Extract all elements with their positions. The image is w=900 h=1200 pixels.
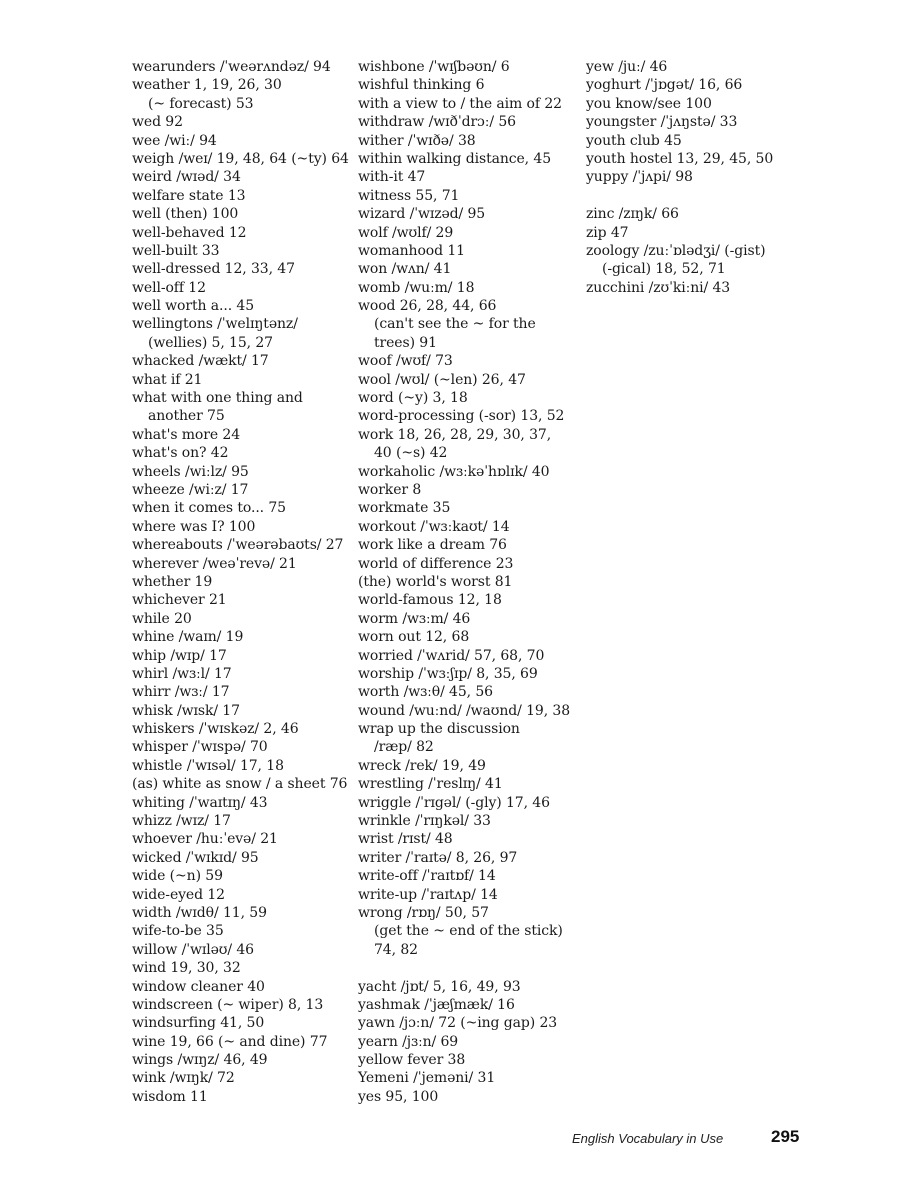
index-entry: woof /wʊf/ 73 [358, 353, 453, 370]
index-entry: whistle /ˈwɪsəl/ 17, 18 [132, 757, 284, 774]
index-entry: worm /wɜːm/ 46 [358, 610, 471, 627]
index-entry: writer /ˈraɪtə/ 8, 26, 97 [358, 849, 518, 866]
index-entry: whichever 21 [132, 592, 227, 609]
index-entry: wizard /ˈwɪzəd/ 95 [358, 206, 486, 223]
index-column-3 [586, 58, 786, 297]
index-entry: with-it 47 [358, 169, 426, 186]
index-entry: wed 92 [132, 114, 183, 131]
index-entry-continuation: 40 (~s) 42 [374, 445, 448, 462]
index-entry: wolf /wʊlf/ 29 [358, 224, 454, 241]
index-entry: where was I? 100 [132, 518, 256, 535]
index-spacer [586, 187, 786, 205]
index-entry: workout /ˈwɜːkaʊt/ 14 [358, 518, 510, 535]
index-entry: whisper /ˈwɪspə/ 70 [132, 739, 268, 756]
index-entry: whiskers /ˈwɪskəz/ 2, 46 [132, 721, 299, 738]
index-entry: welfare state 13 [132, 187, 246, 204]
index-entry: (as) white as snow / a sheet 76 [132, 776, 348, 793]
index-column-2 [358, 58, 583, 1106]
index-entry: windsurfing 41, 50 [132, 1015, 265, 1032]
index-entry-continuation: (-gical) 18, 52, 71 [602, 261, 726, 278]
index-entry: wrap up the discussion [358, 721, 520, 738]
index-entry: world of difference 23 [358, 555, 514, 572]
index-entry: wheeze /wiːz/ 17 [132, 481, 249, 498]
index-entry: you know/see 100 [586, 95, 712, 112]
index-entry-continuation: another 75 [148, 408, 225, 425]
index-entry: whisk /wɪsk/ 17 [132, 702, 240, 719]
index-entry: womb /wuːm/ 18 [358, 279, 475, 296]
index-entry: worth /wɜːθ/ 45, 56 [358, 684, 493, 701]
index-entry: witness 55, 71 [358, 187, 460, 204]
index-spacer [358, 959, 583, 977]
index-entry: word-processing (-sor) 13, 52 [358, 408, 565, 425]
index-entry: work like a dream 76 [358, 537, 507, 554]
index-entry: work 18, 26, 28, 29, 30, 37, [358, 426, 552, 443]
index-entry: (the) world's worst 81 [358, 573, 513, 590]
index-entry: womanhood 11 [358, 242, 465, 259]
index-entry-continuation: /ræp/ 82 [374, 739, 434, 756]
index-entry: yoghurt /ˈjɒgət/ 16, 66 [586, 77, 743, 94]
index-entry: zinc /zɪŋk/ 66 [586, 206, 679, 223]
index-entry-continuation: trees) 91 [374, 334, 437, 351]
index-entry: wreck /rek/ 19, 49 [358, 757, 486, 774]
index-entry: well (then) 100 [132, 206, 239, 223]
index-entry: worried /ˈwʌrid/ 57, 68, 70 [358, 647, 545, 664]
index-entry-continuation: 74, 82 [374, 941, 418, 958]
index-entry: well worth a... 45 [132, 298, 255, 315]
index-entry: yashmak /ˈjæʃmæk/ 16 [358, 996, 515, 1013]
index-entry: wriggle /ˈrɪgəl/ (-gly) 17, 46 [358, 794, 550, 811]
index-entry: zucchini /zʊˈkiːni/ 43 [586, 279, 731, 296]
index-entry: wool /wʊl/ (~len) 26, 47 [358, 371, 526, 388]
index-entry: wherever /weəˈrevə/ 21 [132, 555, 297, 572]
index-entry: window cleaner 40 [132, 978, 265, 995]
index-entry: whoever /huːˈevə/ 21 [132, 831, 278, 848]
index-entry-continuation: (get the ~ end of the stick) [374, 923, 563, 940]
index-entry-continuation: (wellies) 5, 15, 27 [148, 334, 273, 351]
index-column-1 [132, 58, 357, 1106]
footer-book-title: English Vocabulary in Use [572, 1131, 724, 1146]
index-entry: windscreen (~ wiper) 8, 13 [132, 996, 324, 1013]
index-entry: well-built 33 [132, 242, 220, 259]
index-entry: wishbone /ˈwɪʃbəʊn/ 6 [358, 59, 510, 75]
index-entry: whine /waɪn/ 19 [132, 629, 244, 646]
index-entry: yellow fever 38 [358, 1052, 466, 1069]
index-entry: wicked /ˈwɪkɪd/ 95 [132, 849, 259, 866]
index-entry: worker 8 [358, 481, 422, 498]
index-entry: wrist /rɪst/ 48 [358, 831, 453, 848]
index-entry: whirl /wɜːl/ 17 [132, 665, 232, 682]
index-entry: yacht /jɒt/ 5, 16, 49, 93 [358, 978, 521, 995]
index-entry: wisdom 11 [132, 1088, 208, 1105]
index-entry: when it comes to... 75 [132, 500, 286, 517]
index-entry: Yemeni /ˈjeməni/ 31 [358, 1070, 496, 1087]
index-entry-continuation: (can't see the ~ for the [374, 316, 536, 333]
index-entry: weigh /weɪ/ 19, 48, 64 (~ty) 64 [132, 150, 349, 167]
index-entry: whacked /wækt/ 17 [132, 353, 269, 370]
index-entry: what if 21 [132, 371, 203, 388]
index-entry: write-up /ˈraɪtʌp/ 14 [358, 886, 498, 903]
index-entry: wee /wiː/ 94 [132, 132, 217, 149]
page-number: 295 [771, 1127, 800, 1146]
index-entry: weather 1, 19, 26, 30 [132, 77, 282, 94]
index-entry: whip /wɪp/ 17 [132, 647, 227, 664]
index-entry: wellingtons /ˈwelɪŋtənz/ [132, 316, 298, 333]
index-entry: wound /wuːnd/ /waʊnd/ 19, 38 [358, 702, 571, 719]
index-entry: well-dressed 12, 33, 47 [132, 261, 295, 278]
index-entry: wind 19, 30, 32 [132, 960, 241, 977]
index-entry: youth hostel 13, 29, 45, 50 [586, 150, 774, 167]
index-entry: wishful thinking 6 [358, 77, 485, 94]
index-entry: whiting /ˈwaɪtɪŋ/ 43 [132, 794, 268, 811]
index-entry: whirr /wɜː/ 17 [132, 684, 230, 701]
index-entry: world-famous 12, 18 [358, 592, 502, 609]
index-entry: yew /juː/ 46 [586, 59, 668, 75]
index-entry: write-off /ˈraɪtɒf/ 14 [358, 868, 496, 885]
index-entry: what with one thing and [132, 390, 303, 407]
index-entry: weird /wɪəd/ 34 [132, 169, 241, 186]
index-entry: wide-eyed 12 [132, 886, 225, 903]
index-entry: wheels /wiːlz/ 95 [132, 463, 249, 480]
index-entry: yuppy /ˈjʌpi/ 98 [586, 169, 693, 186]
index-entry: won /wʌn/ 41 [358, 261, 452, 278]
index-entry: well-off 12 [132, 279, 206, 296]
index-entry: youth club 45 [586, 132, 682, 149]
index-entry: wide (~n) 59 [132, 868, 223, 885]
index-entry: workaholic /wɜːkəˈhɒlɪk/ 40 [358, 463, 550, 480]
index-entry: wood 26, 28, 44, 66 [358, 298, 497, 315]
index-entry: yearn /jɜːn/ 69 [358, 1033, 459, 1050]
index-entry: zoology /zuːˈɒlədʒi/ (-gist) [586, 242, 766, 259]
index-entry: willow /ˈwɪləʊ/ 46 [132, 941, 254, 958]
index-entry: worn out 12, 68 [358, 629, 470, 646]
index-entry: wine 19, 66 (~ and dine) 77 [132, 1033, 328, 1050]
index-entry: well-behaved 12 [132, 224, 247, 241]
index-entry: wither /ˈwɪðə/ 38 [358, 132, 476, 149]
index-entry: wife-to-be 35 [132, 923, 224, 940]
index-entry: wrestling /ˈreslɪŋ/ 41 [358, 776, 503, 793]
index-entry: while 20 [132, 610, 192, 627]
index-entry: yes 95, 100 [358, 1088, 439, 1105]
index-entry: worship /ˈwɜːʃɪp/ 8, 35, 69 [358, 665, 538, 682]
index-entry: whereabouts /ˈweərəbaʊts/ 27 [132, 537, 344, 554]
index-entry: wrinkle /ˈrɪŋkəl/ 33 [358, 813, 491, 830]
index-entry: word (~y) 3, 18 [358, 390, 468, 407]
index-entry: with a view to / the aim of 22 [358, 95, 562, 112]
index-entry: zip 47 [586, 224, 629, 241]
index-entry: yawn /jɔːn/ 72 (~ing gap) 23 [358, 1015, 558, 1032]
index-entry: withdraw /wɪðˈdrɔː/ 56 [358, 114, 516, 131]
index-entry: wink /wɪŋk/ 72 [132, 1070, 235, 1087]
index-entry: wearunders /ˈweərʌndəz/ 94 [132, 59, 331, 75]
index-entry: what's on? 42 [132, 445, 229, 462]
index-entry: whizz /wɪz/ 17 [132, 813, 231, 830]
index-entry: wrong /rɒŋ/ 50, 57 [358, 904, 489, 921]
index-entry: within walking distance, 45 [358, 150, 551, 167]
index-entry: whether 19 [132, 573, 213, 590]
index-entry: workmate 35 [358, 500, 451, 517]
index-entry: width /wɪdθ/ 11, 59 [132, 904, 267, 921]
index-entry: youngster /ˈjʌŋstə/ 33 [586, 114, 738, 131]
index-entry: what's more 24 [132, 426, 241, 443]
index-entry-continuation: (~ forecast) 53 [148, 95, 254, 112]
index-entry: wings /wɪŋz/ 46, 49 [132, 1052, 268, 1069]
